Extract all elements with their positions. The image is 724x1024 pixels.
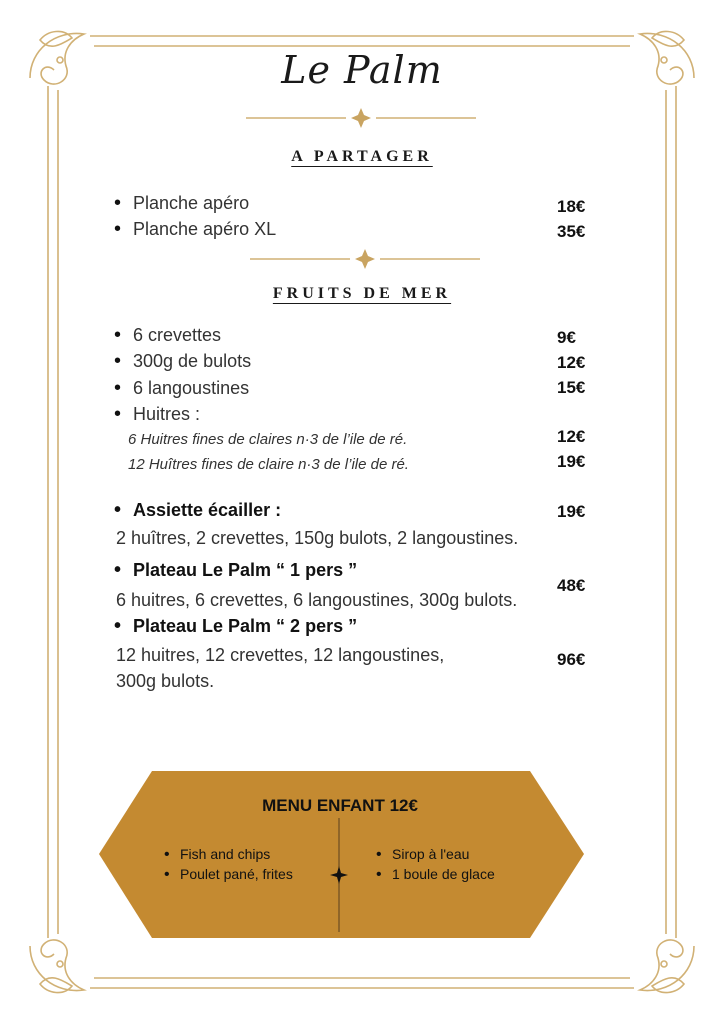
item-price: 19€ xyxy=(557,452,586,471)
menu-item: • 6 crevettes xyxy=(114,324,221,347)
platter-title: • Plateau Le Palm “ 2 pers ” xyxy=(114,615,357,638)
menu-item: • 6 langoustines xyxy=(114,377,249,400)
item-price: 9€ xyxy=(557,328,576,347)
item-price: 12€ xyxy=(557,353,586,372)
item-price: 19€ xyxy=(557,502,586,521)
corner-ornament-bottom-right xyxy=(640,940,694,993)
menu-enfant-item: • 1 boule de glace xyxy=(376,866,495,884)
menu-enfant-item: • Poulet pané, frites xyxy=(164,866,293,884)
huitres-option: 6 Huitres fines de claires n·3 de l’ile de ré. xyxy=(128,431,408,448)
item-price: 12€ xyxy=(557,427,586,446)
menu-enfant-item: • Fish and chips xyxy=(164,846,270,864)
corner-ornament-bottom-left xyxy=(30,940,84,993)
divider-ornament xyxy=(0,108,724,128)
platter-title: • Assiette écailler : xyxy=(114,499,281,522)
menu-enfant-title: MENU ENFANT 12€ xyxy=(262,796,418,815)
item-price: 35€ xyxy=(557,222,586,241)
menu-item: • 300g de bulots xyxy=(114,350,251,373)
menu-item: • Planche apéro XL xyxy=(114,218,276,241)
platter-description: 12 huitres, 12 crevettes, 12 langoustines, 300g bulots. xyxy=(116,645,445,691)
platter-description: 2 huîtres, 2 crevettes, 150g bulots, 2 langoustines. xyxy=(116,528,519,548)
menu-enfant-item: • Sirop à l'eau xyxy=(376,846,469,864)
menu-item: • Planche apéro xyxy=(114,192,249,215)
item-price: 96€ xyxy=(557,650,586,669)
platter-description: 6 huitres, 6 crevettes, 6 langoustines, 300g bulots. xyxy=(116,590,518,610)
divider-ornament xyxy=(0,249,724,269)
item-price: 48€ xyxy=(557,576,586,595)
restaurant-title: Le Palm xyxy=(281,48,443,92)
section-heading-fruits-de-mer: FRUITS DE MER xyxy=(272,285,452,302)
platter-title: • Plateau Le Palm “ 1 pers ” xyxy=(114,559,357,582)
item-price: 18€ xyxy=(557,197,586,216)
item-price: 15€ xyxy=(557,378,586,397)
huitres-option: 12 Huîtres fines de claire n·3 de l’ile de ré. xyxy=(128,456,409,473)
section-heading-a-partager: A PARTAGER xyxy=(291,148,433,165)
menu-item: • Huitres : xyxy=(114,403,200,426)
